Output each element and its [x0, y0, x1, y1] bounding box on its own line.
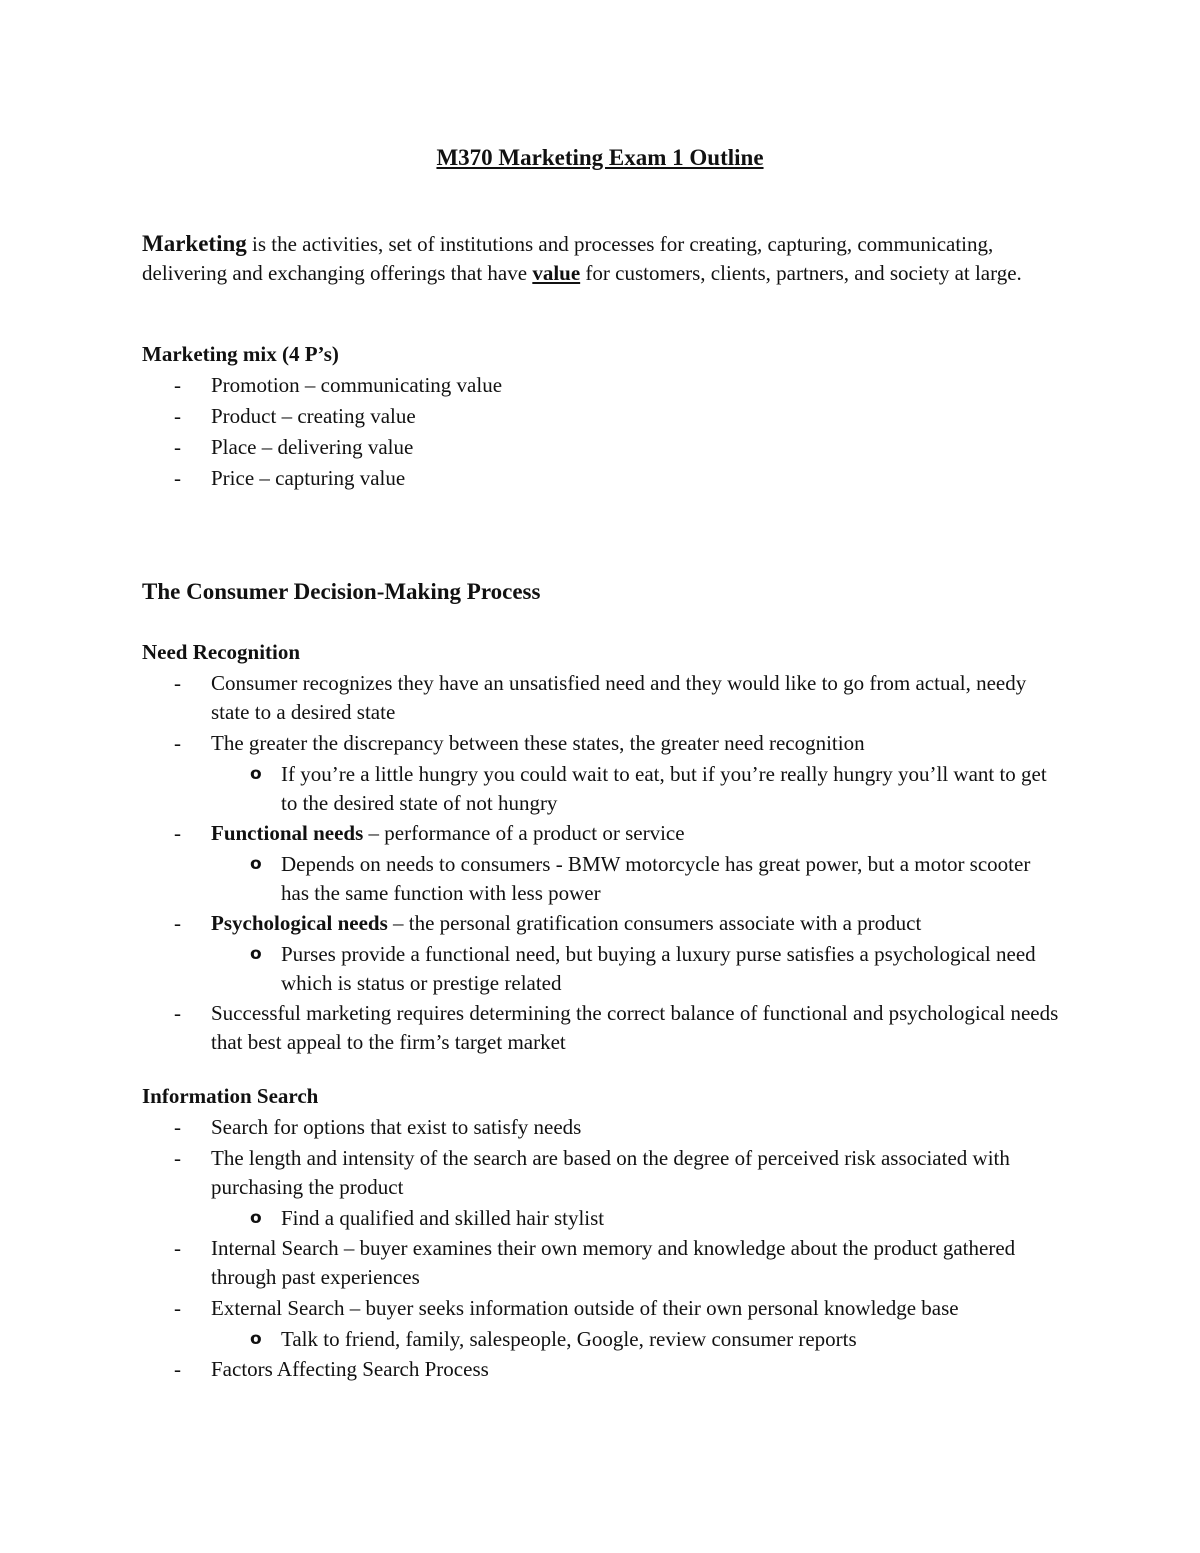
- need-recognition-heading: Need Recognition: [142, 640, 301, 664]
- information-search-heading: Information Search: [142, 1084, 319, 1108]
- list-item-text: Successful marketing requires determining the correct balance of functional and psychological needs that best appeal to the firm’s target market: [211, 1001, 1059, 1054]
- sub-list-item: [142, 1204, 1062, 1233]
- list-item: [142, 669, 1062, 727]
- circle-bullet-icon: o: [250, 1329, 262, 1349]
- circle-bullet-icon: o: [250, 854, 262, 874]
- list-item-text: Promotion – communicating value: [211, 373, 503, 397]
- list-item-text: Product – creating value: [211, 404, 416, 428]
- circle-bullet-icon: o: [250, 1208, 262, 1228]
- dash-marker: -: [174, 821, 181, 845]
- circle-bullet-icon: o: [250, 944, 262, 964]
- list-item: [142, 402, 1062, 431]
- sub-list-item-text: Depends on needs to consumers - BMW motorcycle has great power, but a motor scooter has the same function with less power: [281, 852, 1031, 905]
- dash-marker: -: [174, 1146, 181, 1170]
- list-item-text: Internal Search – buyer examines their own memory and knowledge about the product gathered through past experiences: [211, 1236, 1016, 1289]
- section-heading: The Consumer Decision-Making Process: [142, 579, 541, 604]
- list-item: [142, 819, 1062, 848]
- list-item-text: Consumer recognizes they have an unsatisfied need and they would like to go from actual, needy state to a desired state: [211, 671, 1027, 724]
- list-item-text: External Search – buyer seeks information outside of their own personal knowledge base: [211, 1296, 959, 1320]
- dash-marker: -: [174, 671, 181, 695]
- list-item: [142, 909, 1062, 938]
- list-item: [142, 999, 1062, 1057]
- dash-marker: -: [174, 1001, 181, 1025]
- list-item: [142, 1294, 1062, 1323]
- list-item-text: Place – delivering value: [211, 435, 414, 459]
- dash-marker: -: [174, 911, 181, 935]
- circle-bullet-icon: o: [250, 764, 262, 784]
- psychological-needs-term: Psychological needs: [211, 911, 388, 935]
- list-item-text: The length and intensity of the search are based on the degree of perceived risk associated with purchasing the product: [211, 1146, 1010, 1199]
- sub-list-item: [142, 760, 1062, 818]
- marketing-mix-block: [142, 340, 1062, 495]
- dash-marker: -: [174, 373, 181, 397]
- sub-list-item: [142, 940, 1062, 998]
- dash-marker: -: [174, 1236, 181, 1260]
- marketing-definition: [142, 229, 1042, 288]
- list-item-text: Price – capturing value: [211, 466, 406, 490]
- sub-list-item: [142, 1325, 1062, 1354]
- list-item-text: – performance of a product or service: [363, 821, 685, 845]
- dash-marker: -: [174, 1357, 181, 1381]
- sub-list-item: [142, 850, 1062, 908]
- marketing-mix-heading: Marketing mix (4 P’s): [142, 342, 339, 366]
- dash-marker: -: [174, 1296, 181, 1320]
- sub-list-item-text: Talk to friend, family, salespeople, Google, review consumer reports: [281, 1327, 857, 1351]
- list-item-text: Factors Affecting Search Process: [211, 1357, 489, 1381]
- dash-marker: -: [174, 435, 181, 459]
- dash-marker: -: [174, 1115, 181, 1139]
- document-title: M370 Marketing Exam 1 Outline: [436, 145, 764, 170]
- definition-text-after: for customers, clients, partners, and society at large.: [580, 261, 1022, 285]
- definition-value-word: value: [532, 261, 581, 285]
- list-item-text: – the personal gratification consumers associate with a product: [387, 911, 922, 935]
- definition-term: Marketing: [142, 231, 247, 256]
- dash-marker: -: [174, 731, 181, 755]
- list-item: [142, 1234, 1062, 1292]
- need-recognition-block: [142, 638, 1062, 1059]
- list-item: [142, 1113, 1062, 1142]
- dash-marker: -: [174, 466, 181, 490]
- list-item: [142, 371, 1062, 400]
- list-item-text: The greater the discrepancy between these states, the greater need recognition: [211, 731, 865, 755]
- definition-text-before: is the activities, set of institutions and processes for creating, capturing, communicating, delivering and exchanging offerings that have: [142, 232, 994, 285]
- sub-list-item-text: If you’re a little hungry you could wait to eat, but if you’re really hungry you’ll want to get to the desired state of not hungry: [281, 762, 1047, 815]
- list-item: [142, 464, 1062, 493]
- list-item: [142, 1355, 1062, 1384]
- functional-needs-term: Functional needs: [211, 821, 364, 845]
- list-item-text: Search for options that exist to satisfy needs: [211, 1115, 582, 1139]
- information-search-block: [142, 1082, 1062, 1386]
- dash-marker: -: [174, 404, 181, 428]
- sub-list-item-text: Find a qualified and skilled hair stylist: [281, 1206, 605, 1230]
- list-item: [142, 1144, 1062, 1202]
- sub-list-item-text: Purses provide a functional need, but buying a luxury purse satisfies a psychological need which is status or prestige related: [281, 942, 1036, 995]
- list-item: [142, 729, 1062, 758]
- list-item: [142, 433, 1062, 462]
